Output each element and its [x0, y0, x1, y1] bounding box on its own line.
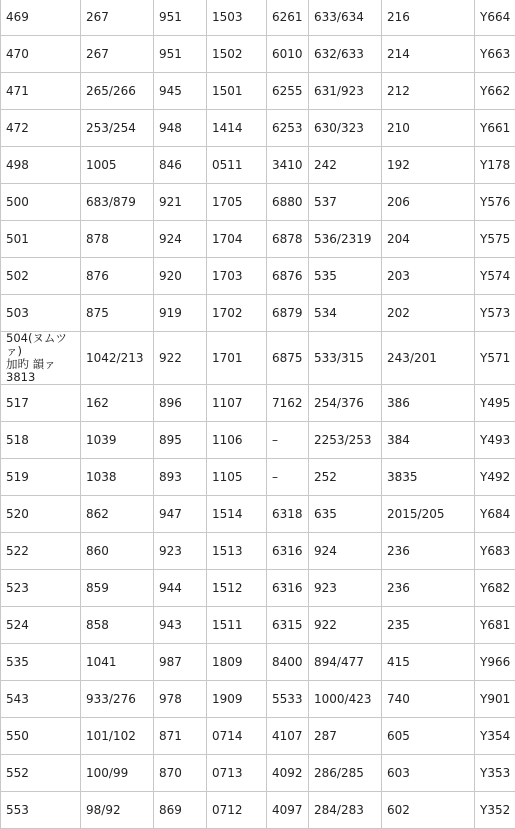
table-cell: 1809	[207, 644, 267, 681]
table-cell: 602	[382, 792, 475, 829]
table-cell: 253/254	[81, 110, 154, 147]
table-cell: 384	[382, 422, 475, 459]
table-cell: 3410	[267, 147, 309, 184]
table-cell: Y662	[475, 73, 515, 110]
table-cell: Y495	[475, 385, 515, 422]
table-cell: 1514	[207, 496, 267, 533]
table-cell: 919	[154, 295, 207, 332]
table-row	[1, 681, 515, 718]
table-cell: 534	[309, 295, 382, 332]
table-cell: 254/376	[309, 385, 382, 422]
table-row	[1, 332, 515, 385]
table-cell: Y664	[475, 0, 515, 36]
table-cell: Y573	[475, 295, 515, 332]
table-cell: –	[267, 459, 309, 496]
table-cell: 537	[309, 184, 382, 221]
table-cell: 6875	[267, 332, 309, 385]
table-cell: 470	[1, 36, 81, 73]
table-cell: 4092	[267, 755, 309, 792]
table-cell: 469	[1, 0, 81, 36]
table-cell: 1909	[207, 681, 267, 718]
table-cell: 210	[382, 110, 475, 147]
table-cell: 533/315	[309, 332, 382, 385]
table-cell: 203	[382, 258, 475, 295]
table-cell: 6318	[267, 496, 309, 533]
table-row	[1, 718, 515, 755]
table-body	[1, 0, 515, 829]
table-cell: 535	[1, 644, 81, 681]
table-row	[1, 533, 515, 570]
table-cell: 202	[382, 295, 475, 332]
table-row	[1, 73, 515, 110]
table-row	[1, 496, 515, 533]
table-cell: 252	[309, 459, 382, 496]
table-cell: 6253	[267, 110, 309, 147]
table-cell: 933/276	[81, 681, 154, 718]
table-cell: 1513	[207, 533, 267, 570]
table-row	[1, 755, 515, 792]
table-cell: 1005	[81, 147, 154, 184]
table-cell: 846	[154, 147, 207, 184]
table-cell: 921	[154, 184, 207, 221]
table-cell: 1705	[207, 184, 267, 221]
table-row	[1, 36, 515, 73]
table-cell: 2015/205	[382, 496, 475, 533]
table-cell: Y492	[475, 459, 515, 496]
table-cell: 535	[309, 258, 382, 295]
table-cell: 1503	[207, 0, 267, 36]
table-cell: 860	[81, 533, 154, 570]
table-cell: Y493	[475, 422, 515, 459]
table-row	[1, 570, 515, 607]
table-cell: 550	[1, 718, 81, 755]
table-cell: 740	[382, 681, 475, 718]
table-cell: 498	[1, 147, 81, 184]
table-cell: 518	[1, 422, 81, 459]
table-cell: Y661	[475, 110, 515, 147]
table-cell: 553	[1, 792, 81, 829]
table-cell: Y576	[475, 184, 515, 221]
table-cell: 1039	[81, 422, 154, 459]
table-cell: 286/285	[309, 755, 382, 792]
table-cell: Y682	[475, 570, 515, 607]
table-cell: 1106	[207, 422, 267, 459]
table-cell: 944	[154, 570, 207, 607]
table-cell: 6880	[267, 184, 309, 221]
table-cell: 6879	[267, 295, 309, 332]
table-cell: Y574	[475, 258, 515, 295]
table-cell: Y352	[475, 792, 515, 829]
table-cell: 204	[382, 221, 475, 258]
table-cell: 633/634	[309, 0, 382, 36]
table-cell: 945	[154, 73, 207, 110]
table-cell: 236	[382, 533, 475, 570]
table-cell: 287	[309, 718, 382, 755]
table-cell: 500	[1, 184, 81, 221]
table-cell: 101/102	[81, 718, 154, 755]
table-cell: 4097	[267, 792, 309, 829]
table-cell: Y966	[475, 644, 515, 681]
table-cell: 524	[1, 607, 81, 644]
table-cell: Y684	[475, 496, 515, 533]
table-cell: 683/879	[81, 184, 154, 221]
table-cell: 8400	[267, 644, 309, 681]
table-cell: 1041	[81, 644, 154, 681]
table-cell: 267	[81, 36, 154, 73]
table-cell: –	[267, 422, 309, 459]
table-cell: 869	[154, 792, 207, 829]
table-cell: 876	[81, 258, 154, 295]
table-cell: 605	[382, 718, 475, 755]
table-cell: 192	[382, 147, 475, 184]
table-cell: Y354	[475, 718, 515, 755]
table-cell: 216	[382, 0, 475, 36]
table-cell: 1511	[207, 607, 267, 644]
table-cell: 987	[154, 644, 207, 681]
table-cell: 896	[154, 385, 207, 422]
table-cell: 6316	[267, 570, 309, 607]
table-cell: 212	[382, 73, 475, 110]
table-cell: 894/477	[309, 644, 382, 681]
table-cell: 4107	[267, 718, 309, 755]
table-cell: 472	[1, 110, 81, 147]
table-row	[1, 422, 515, 459]
table-cell: 635	[309, 496, 382, 533]
table-cell: 552	[1, 755, 81, 792]
table-cell: 1512	[207, 570, 267, 607]
table-cell: 0713	[207, 755, 267, 792]
table-cell: 235	[382, 607, 475, 644]
table-cell: 893	[154, 459, 207, 496]
table-cell: 1701	[207, 332, 267, 385]
table-cell: Y571	[475, 332, 515, 385]
table-cell: Y683	[475, 533, 515, 570]
table-cell: 1703	[207, 258, 267, 295]
table-cell: 951	[154, 0, 207, 36]
table-cell: 523	[1, 570, 81, 607]
table-cell: 924	[309, 533, 382, 570]
table-cell: 923	[154, 533, 207, 570]
table-row	[1, 221, 515, 258]
table-cell: 206	[382, 184, 475, 221]
table-cell: 1501	[207, 73, 267, 110]
table-cell: 0712	[207, 792, 267, 829]
table-cell: 630/323	[309, 110, 382, 147]
table-cell: 922	[309, 607, 382, 644]
table-cell: 6316	[267, 533, 309, 570]
table-cell: 862	[81, 496, 154, 533]
table-cell: 858	[81, 607, 154, 644]
table-cell: 265/266	[81, 73, 154, 110]
table-row	[1, 295, 515, 332]
table-cell: Y575	[475, 221, 515, 258]
table-cell: 1414	[207, 110, 267, 147]
table-cell: 948	[154, 110, 207, 147]
table-cell: 1042/213	[81, 332, 154, 385]
table-row	[1, 385, 515, 422]
cell-line: 加旳 韻ァ3813	[6, 358, 80, 384]
table-cell: 632/633	[309, 36, 382, 73]
table-cell: 951	[154, 36, 207, 73]
table-cell: 3835	[382, 459, 475, 496]
table-cell: 943	[154, 607, 207, 644]
table-cell: 6255	[267, 73, 309, 110]
table-cell: 6876	[267, 258, 309, 295]
table-cell: 859	[81, 570, 154, 607]
table-cell: 631/923	[309, 73, 382, 110]
table-cell: 517	[1, 385, 81, 422]
table-cell: 924	[154, 221, 207, 258]
table-cell: 1702	[207, 295, 267, 332]
table-cell: 100/99	[81, 755, 154, 792]
table-cell: Y663	[475, 36, 515, 73]
table-cell: 519	[1, 459, 81, 496]
table-cell: 520	[1, 496, 81, 533]
table-row	[1, 147, 515, 184]
table-cell: 1105	[207, 459, 267, 496]
table-cell: 98/92	[81, 792, 154, 829]
table-cell: 543	[1, 681, 81, 718]
table-row	[1, 792, 515, 829]
table-cell: 2253/253	[309, 422, 382, 459]
table-row	[1, 0, 515, 36]
table-cell: 6261	[267, 0, 309, 36]
table-cell: 871	[154, 718, 207, 755]
table-cell: 214	[382, 36, 475, 73]
table-cell: 870	[154, 755, 207, 792]
table-row	[1, 258, 515, 295]
table-cell: 243/201	[382, 332, 475, 385]
table-cell: 1038	[81, 459, 154, 496]
table-cell: 503	[1, 295, 81, 332]
table-cell: 0511	[207, 147, 267, 184]
table-cell: 1704	[207, 221, 267, 258]
table-cell: 923	[309, 570, 382, 607]
table-cell: 386	[382, 385, 475, 422]
table-cell: 6010	[267, 36, 309, 73]
table-cell: 162	[81, 385, 154, 422]
table-cell: 242	[309, 147, 382, 184]
table-cell: 267	[81, 0, 154, 36]
table-cell: 947	[154, 496, 207, 533]
table-cell: 502	[1, 258, 81, 295]
table-cell: 920	[154, 258, 207, 295]
table-cell: 284/283	[309, 792, 382, 829]
table-cell: 415	[382, 644, 475, 681]
table-cell: 6878	[267, 221, 309, 258]
table-row	[1, 644, 515, 681]
table-cell: 878	[81, 221, 154, 258]
cell-line: 504(ヌムツァ)	[6, 332, 80, 358]
table-cell: 875	[81, 295, 154, 332]
table-cell: 5533	[267, 681, 309, 718]
table-cell: 922	[154, 332, 207, 385]
table-cell: 1502	[207, 36, 267, 73]
table-cell: Y681	[475, 607, 515, 644]
table-cell: 7162	[267, 385, 309, 422]
table-row	[1, 459, 515, 496]
table-cell: 0714	[207, 718, 267, 755]
table-cell: 501	[1, 221, 81, 258]
table-cell: 1000/423	[309, 681, 382, 718]
table-row	[1, 110, 515, 147]
table-cell: Y178	[475, 147, 515, 184]
table-cell: 603	[382, 755, 475, 792]
table-cell: 522	[1, 533, 81, 570]
table-cell: Y901	[475, 681, 515, 718]
table-cell: 1107	[207, 385, 267, 422]
table-cell: Y353	[475, 755, 515, 792]
table-row	[1, 184, 515, 221]
table-cell: 236	[382, 570, 475, 607]
table-cell: 536/2319	[309, 221, 382, 258]
table-row	[1, 607, 515, 644]
table-cell: 978	[154, 681, 207, 718]
table-cell: 471	[1, 73, 81, 110]
table-cell: 6315	[267, 607, 309, 644]
table-cell: 895	[154, 422, 207, 459]
table-cell	[1, 332, 81, 385]
